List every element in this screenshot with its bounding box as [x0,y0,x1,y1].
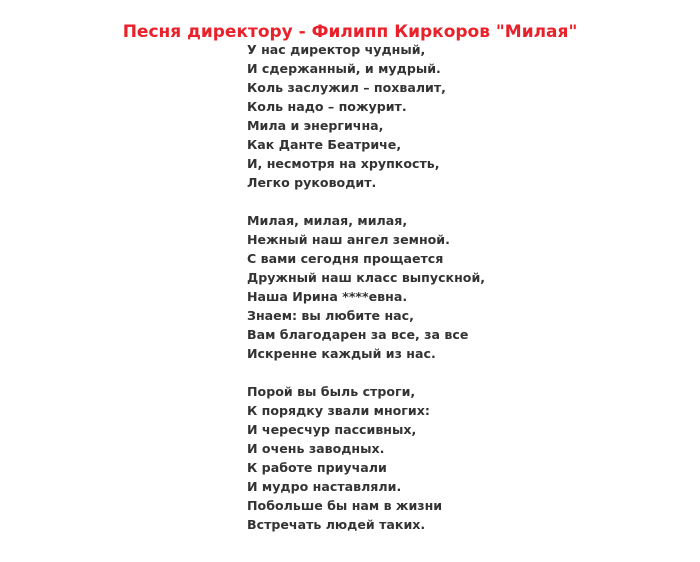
lyric-line: Побольше бы нам в жизни [247,498,443,513]
lyric-line: Порой вы быль строги, [247,384,416,399]
lyric-line: Знаем: вы любите нас, [247,308,414,323]
stanza-3 [247,382,687,534]
lyrics-body [247,40,687,534]
lyric-line: Мила и энергична, [247,118,384,133]
lyric-line: Легко руководит. [247,175,377,190]
lyric-line: С вами сегодня прощается [247,251,444,266]
lyric-line: К работе приучали [247,460,387,475]
lyric-line: У нас директор чудный, [247,42,426,57]
lyric-line: И мудро наставляли. [247,479,402,494]
page-title: Песня директору - Филипп Киркоров "Милая" [122,22,578,43]
lyric-line: Встречать людей таких. [247,517,426,532]
stanza-1 [247,40,687,192]
stanza-2 [247,211,687,363]
lyric-line: Коль надо – пожурит. [247,99,407,114]
lyric-line: И, несмотря на хрупкость, [247,156,440,171]
lyric-line: Коль заслужил – похвалит, [247,80,446,95]
lyric-line: Нежный наш ангел земной. [247,232,450,247]
lyric-line: К порядку звали многих: [247,403,430,418]
lyric-line: Искренне каждый из нас. [247,346,436,361]
lyric-line: Милая, милая, милая, [247,213,408,228]
lyric-line: Наша Ирина ****евна. [247,289,408,304]
lyric-line: И сдержанный, и мудрый. [247,61,441,76]
lyric-line: И чересчур пассивных, [247,422,417,437]
lyric-line: Дружный наш класс выпускной, [247,270,486,285]
lyric-line: Вам благодарен за все, за все [247,327,469,342]
lyric-line: Как Данте Беатриче, [247,137,402,152]
lyric-line: И очень заводных. [247,441,385,456]
